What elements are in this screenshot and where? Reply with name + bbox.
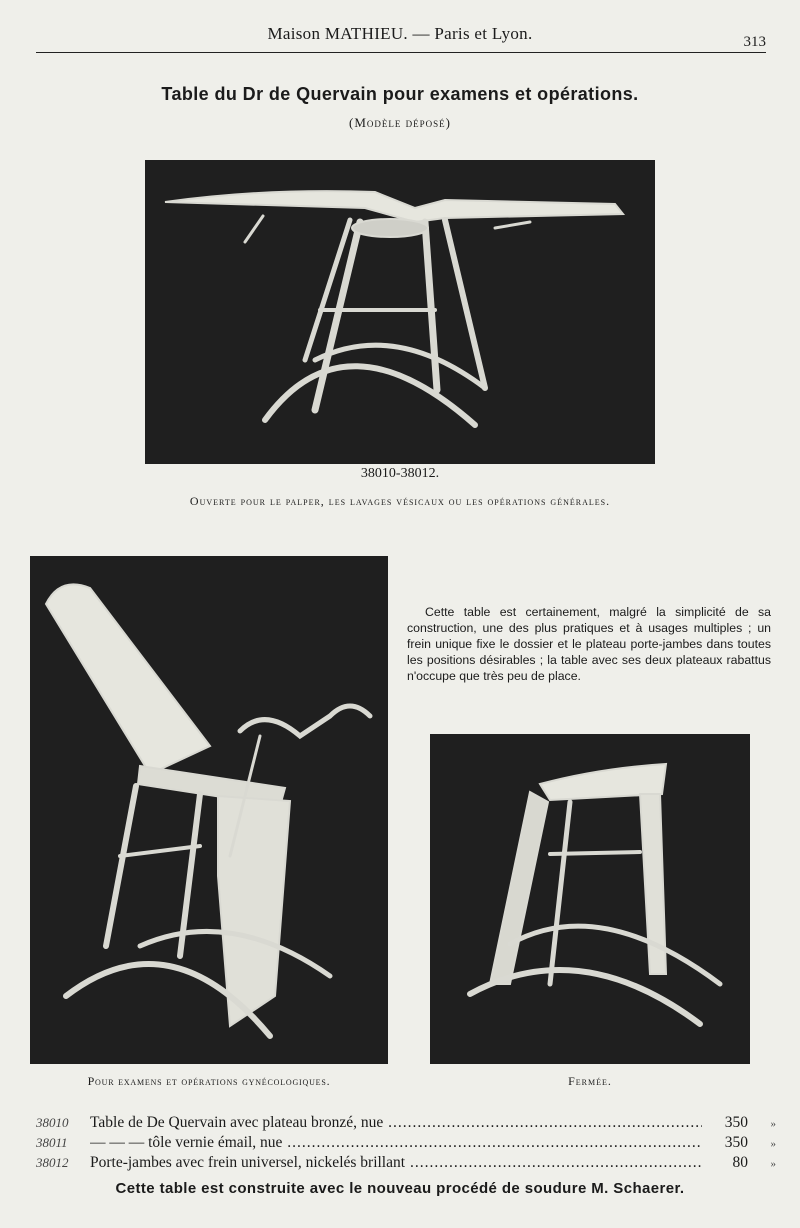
price-list [36, 1114, 776, 1174]
header-rule [36, 52, 766, 53]
description-text: Cette table est certainement, malgré la simplicité de sa construction, une des plus pratiques et à usages multiples ; un frein unique fixe le dossier et le plateau porte-jambes dans toutes les positions désirables ; la table avec ses deux plateaux rabattus n'occupe que très peu de place. [407, 605, 771, 683]
photo-table-gynecological [30, 556, 388, 1064]
price-row [36, 1114, 776, 1134]
photo-table-closed [430, 734, 750, 1064]
page-number: 313 [743, 34, 766, 50]
price-unit: » [770, 1138, 776, 1150]
price-reference: 38012 [36, 1155, 69, 1170]
figure-caption-closed: Fermée. [568, 1074, 612, 1088]
photo-table-open [145, 160, 655, 464]
price-reference: 38011 [36, 1135, 68, 1150]
page-title: Table du Dr de Quervain pour examens et opérations. [161, 84, 639, 104]
price-value: 350 [724, 1134, 748, 1151]
running-head: Maison MATHIEU. — Paris et Lyon. [267, 24, 533, 43]
price-value: 80 [732, 1154, 748, 1171]
price-unit: » [770, 1158, 776, 1170]
figure-caption-gynecological: Pour examens et opérations gynécologiques. [87, 1074, 331, 1088]
figure-caption-open: Ouverte pour le palper, les lavages vésicaux ou les opérations générales. [189, 494, 611, 508]
price-reference: 38010 [36, 1115, 69, 1130]
price-value: 350 [724, 1114, 748, 1131]
price-description: Table de De Quervain avec plateau bronzé, nue ..... [90, 1114, 702, 1132]
footer-note: Cette table est construite avec le nouveau procédé de soudure M. Schaerer. [115, 1180, 685, 1197]
price-unit: » [770, 1118, 776, 1130]
page-subtitle: (Modèle déposé) [349, 115, 451, 130]
price-row [36, 1134, 776, 1154]
price-description: Porte-jambes avec frein universel, nickelés brillant ..... [90, 1154, 702, 1172]
figure-reference-open: 38010-38012. [360, 466, 440, 481]
price-description: — — — tôle vernie émail, nue ..... [90, 1134, 702, 1152]
price-row [36, 1154, 776, 1174]
